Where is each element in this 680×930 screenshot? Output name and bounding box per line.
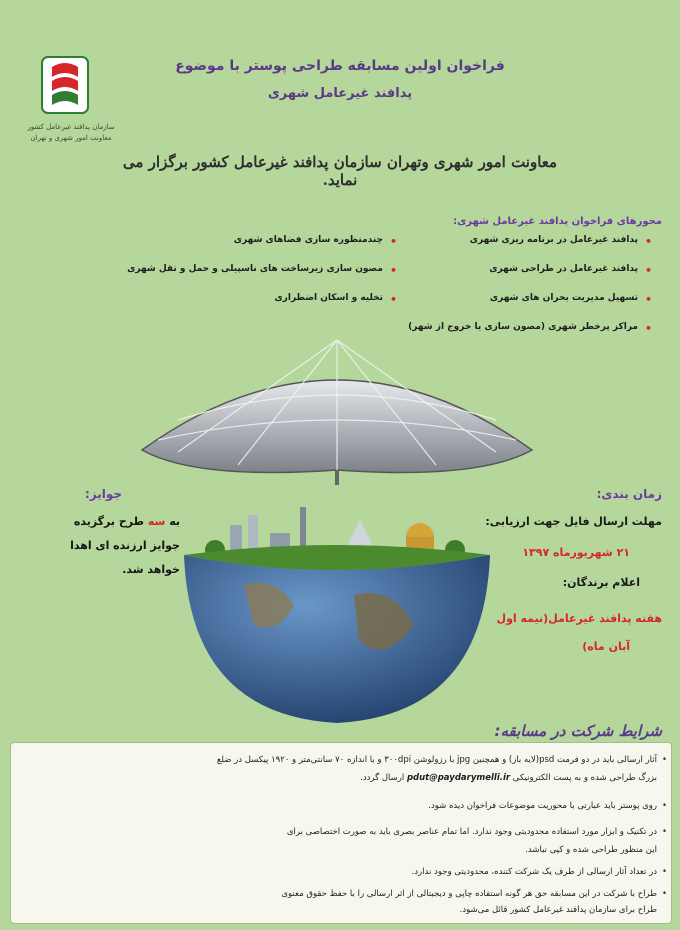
- contact-email[interactable]: pdut@paydarymelli.ir: [406, 773, 511, 783]
- winners-value-line1: هفته پدافند غیرعامل(نیمه اول: [496, 612, 662, 625]
- condition-item: • طراح با شرکت در این مسابقه حق هر گونه استفاده چاپی و دیجیتالی از اثر ارسالی را با حفظ حقوق معنوی: [281, 889, 667, 899]
- condition-item-continued: طراح برای سازمان پدافند غیرعامل کشور قائل می‌شود.: [459, 905, 657, 915]
- axis-item: • تخلیه و اسکان اضطراری: [274, 293, 397, 306]
- bullet-icon: •: [389, 235, 397, 248]
- dome-illustration: [138, 330, 536, 485]
- axis-item: • مراکز پرخطر شهری (مصون سازی یا خروج از شهر): [408, 322, 652, 335]
- axis-item: • مصون سازی زیرساخت های ناسپیلی و حمل و نقل شهری: [127, 264, 397, 277]
- bullet-icon: •: [661, 867, 667, 877]
- organization-logo: [40, 55, 90, 115]
- prizes-heading: جوایز:: [84, 487, 122, 501]
- deadline-value: ۲۱ شهریورماه ۱۳۹۷: [522, 546, 630, 559]
- logo-caption-line2: معاونت امور شهری و تهران: [30, 134, 112, 142]
- winners-label: اعلام برندگان:: [562, 576, 640, 589]
- deadline-label: مهلت ارسال فایل جهت ارزیابی:: [485, 515, 662, 528]
- poster-title: فراخوان اولین مسابقه طراحی پوستر با موضوع: [175, 58, 505, 74]
- axes-heading: محورهای فراخوان پدافند غیرعامل شهری:: [453, 216, 662, 227]
- bullet-icon: •: [661, 889, 667, 899]
- logo-caption-line1: سازمان پدافند غیرعامل کشور: [27, 123, 115, 131]
- conditions-box: [10, 742, 672, 924]
- condition-item: • در تعداد آثار ارسالی از طرف یک شرکت کننده، محدودیتی وجود ندارد.: [411, 867, 667, 877]
- bullet-icon: •: [644, 235, 652, 248]
- condition-item: • آثار ارسالی باید در دو فرمت psd(لایه باز) و همچنین jpg با رزولوشن ۳۰۰dpi و با اندازه ۷۰ سانتی‌متر و ۱۹۲۰ پیکسل در ضلع: [216, 755, 667, 765]
- condition-item: • روی پوستر باید عبارتی با محوریت موضوعات فراخوان دیده شود.: [428, 801, 667, 811]
- bullet-icon: •: [661, 801, 667, 811]
- bullet-icon: •: [389, 264, 397, 277]
- logo-caption: [26, 122, 116, 144]
- bullet-icon: •: [661, 755, 667, 765]
- axis-item: • پدافند غیرعامل در طراحی شهری: [489, 264, 652, 277]
- axes-left-column: [127, 235, 397, 322]
- axis-item: • چندمنظوره سازی فضاهای شهری: [233, 235, 397, 248]
- prizes-text: [10, 510, 180, 582]
- globe-illustration: [184, 545, 490, 725]
- bullet-icon: •: [644, 293, 652, 306]
- bullet-icon: •: [644, 264, 652, 277]
- winners-value-line2: آبان ماه): [582, 640, 630, 653]
- condition-item-continued: بزرگ طراحی شده و به پست الکترونیکی pdut@paydarymelli.ir ارسال گردد.: [360, 773, 657, 783]
- bullet-icon: •: [644, 322, 652, 335]
- condition-item: • در تکنیک و ابزار مورد استفاده محدودیتی وجود ندارد. اما تمام عناصر بصری باید به صورت اختصاصی برای: [286, 827, 667, 837]
- axis-item: • پدافند غیرعامل در برنامه ریزی شهری: [469, 235, 652, 248]
- timeline-heading: زمان بندی:: [596, 487, 662, 501]
- poster-topic: پدافند غیرعامل شهری: [267, 86, 413, 101]
- prizes-count: سه: [147, 515, 166, 528]
- prizes-line1: به سه طرح برگزیده: [73, 515, 180, 528]
- condition-item-continued: این منظور طراحی شده و کپی نباشد.: [525, 845, 657, 855]
- prizes-line3: خواهد شد.: [122, 563, 180, 576]
- bullet-icon: •: [661, 827, 667, 837]
- bullet-icon: •: [389, 293, 397, 306]
- conditions-heading: شرایط شرکت در مسابقه:: [494, 722, 662, 740]
- prizes-line2: جوایز ارزنده ای اهدا: [70, 539, 180, 552]
- organizer-line: معاونت امور شهری وتهران سازمان پدافند غیرعامل کشور برگزار می نماید.: [122, 153, 558, 189]
- axis-item: • تسهیل مدیریت بحران های شهری: [489, 293, 652, 306]
